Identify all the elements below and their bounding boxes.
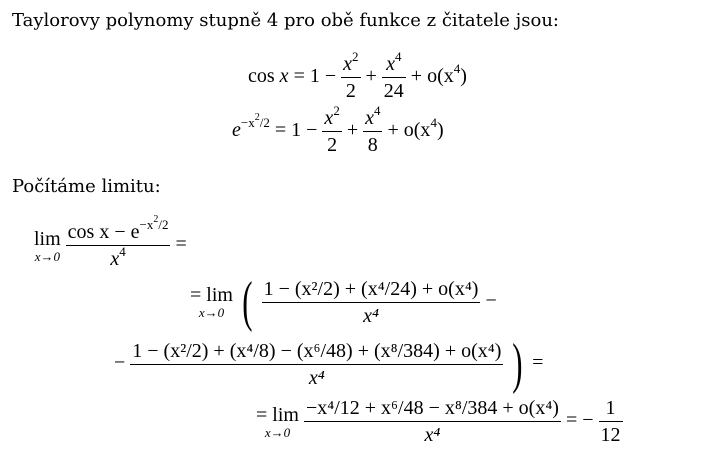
cos-remainder: + $o(x^4)$ [410, 61, 467, 88]
cos-x4-fraction: $\frac{x^4}{24}$ [383, 49, 404, 102]
right-paren: ) [512, 333, 523, 395]
cos-label: cos [248, 65, 275, 88]
cos-x2-fraction: $\frac{x^2}{2}$ [343, 49, 359, 102]
limit-line-3 [114, 333, 544, 395]
limit-fraction-2: $\frac{\text{1 − (x²/2) + (x⁴/24) + o(x⁴)}}{\text{x⁴}}$ [263, 277, 479, 327]
equals-3: = [532, 351, 544, 374]
limit-operator: lim x→0 [34, 227, 61, 264]
exp-x2-fraction: $\frac{x^2}{2}$ [324, 103, 340, 156]
result-fraction: $\frac{1}{12}$ [600, 397, 621, 446]
equals-1: = [175, 233, 187, 256]
limit-heading: Počítáme limitu: [12, 176, 161, 197]
limit-line-2 [190, 271, 497, 333]
limit-fraction-4: $\frac{\text{−x⁴/12 + x⁶/48 − x⁸/384 + o(x⁴)}}{\text{x⁴}}$ [305, 397, 559, 446]
intro-text: Taylorovy polynomy stupně 4 pro obě funkce z čitatele jsou: [12, 10, 559, 31]
limit-line-4 [256, 398, 623, 445]
limit-line-1 [34, 214, 187, 270]
result-equals: = − [565, 409, 594, 432]
limit-operator: = lim x→0 [190, 284, 233, 320]
cos-var: x [279, 65, 289, 88]
exp-rhs-one: = 1 − [274, 119, 318, 142]
exp-lhs: $e^{-x^2/2}$ [232, 112, 270, 142]
minus-2: − [485, 289, 497, 312]
cos-plus: + [365, 65, 377, 88]
exp-x4-fraction: $\frac{x^4}{8}$ [365, 103, 381, 156]
cos-rhs-one: = 1 − [293, 65, 337, 88]
exp-remainder: + $o(x^4)$ [387, 115, 444, 142]
limit-operator: = lim x→0 [256, 403, 299, 440]
limit-fraction-3: $\frac{\text{1 − (x²/2) + (x⁴/8) − (x⁶/48) + (x⁸/384) + o(x⁴)}}{\text{x⁴}}$ [132, 339, 502, 389]
limit-fraction-1: $\frac{\cos x - e^{-x^2/2}}{x^4}$ [67, 214, 169, 270]
left-paren: ( [242, 271, 253, 333]
taylor-cos-equation [248, 49, 467, 102]
taylor-exp-equation [232, 103, 444, 156]
minus-3: − [114, 351, 126, 374]
exp-plus: + [346, 119, 359, 142]
